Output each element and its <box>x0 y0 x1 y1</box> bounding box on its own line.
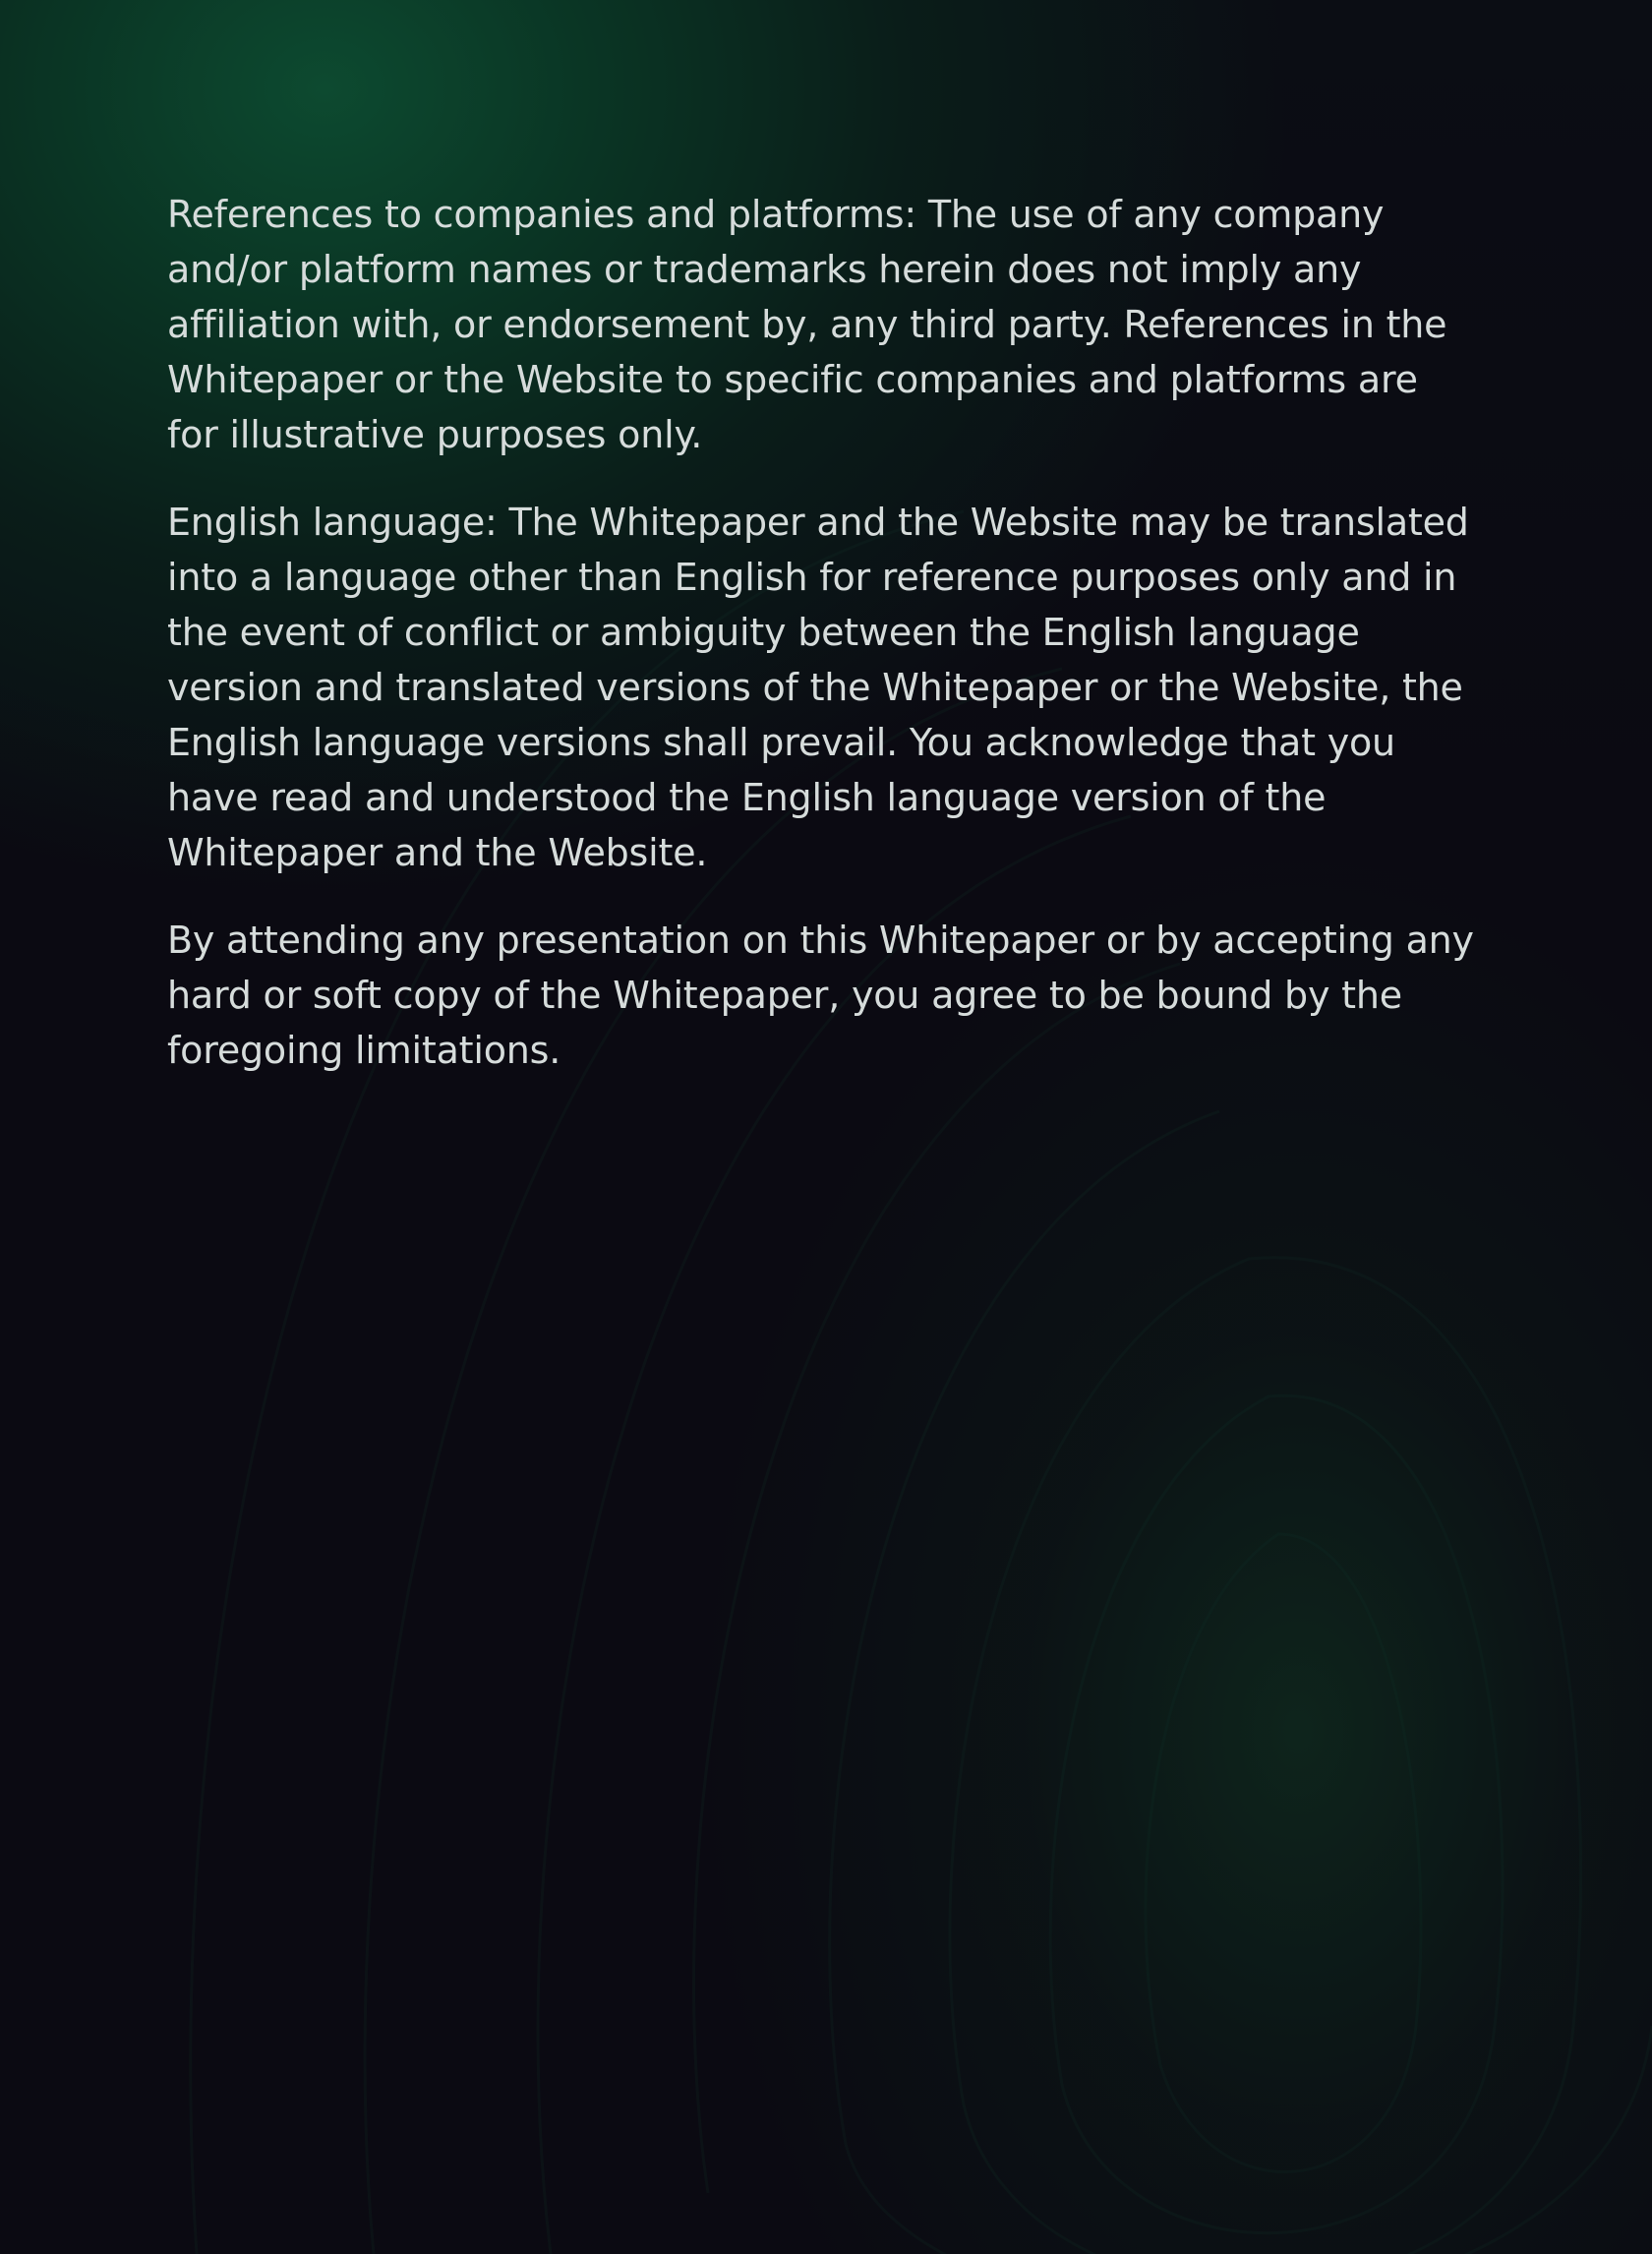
text-line: for illustrative purposes only. <box>167 413 703 456</box>
text-line: English language versions shall prevail. You acknowledge that you <box>167 721 1395 764</box>
paragraph-agreement <box>167 913 1504 1078</box>
paragraph-english-language <box>167 495 1504 880</box>
text-line: have read and understood the English language version of the <box>167 776 1327 819</box>
text-line: References to companies and platforms: The use of any company <box>167 193 1385 236</box>
text-line: the event of conflict or ambiguity between the English language <box>167 611 1360 654</box>
text-line: By attending any presentation on this Whitepaper or by accepting any <box>167 919 1474 962</box>
text-line: version and translated versions of the Whitepaper or the Website, the <box>167 666 1463 709</box>
text-line: English language: The Whitepaper and the Website may be translated <box>167 501 1469 544</box>
text-line: Whitepaper or the Website to specific companies and platforms are <box>167 358 1418 401</box>
text-line: affiliation with, or endorsement by, any third party. References in the <box>167 303 1447 346</box>
text-line: foregoing limitations. <box>167 1029 561 1072</box>
text-line: and/or platform names or trademarks herein does not imply any <box>167 248 1362 291</box>
disclaimer-text-block <box>167 187 1504 1110</box>
text-line: Whitepaper and the Website. <box>167 831 708 874</box>
text-line: hard or soft copy of the Whitepaper, you agree to be bound by the <box>167 974 1402 1017</box>
paragraph-references-to-companies <box>167 187 1504 462</box>
text-line: into a language other than English for reference purposes only and in <box>167 556 1457 599</box>
